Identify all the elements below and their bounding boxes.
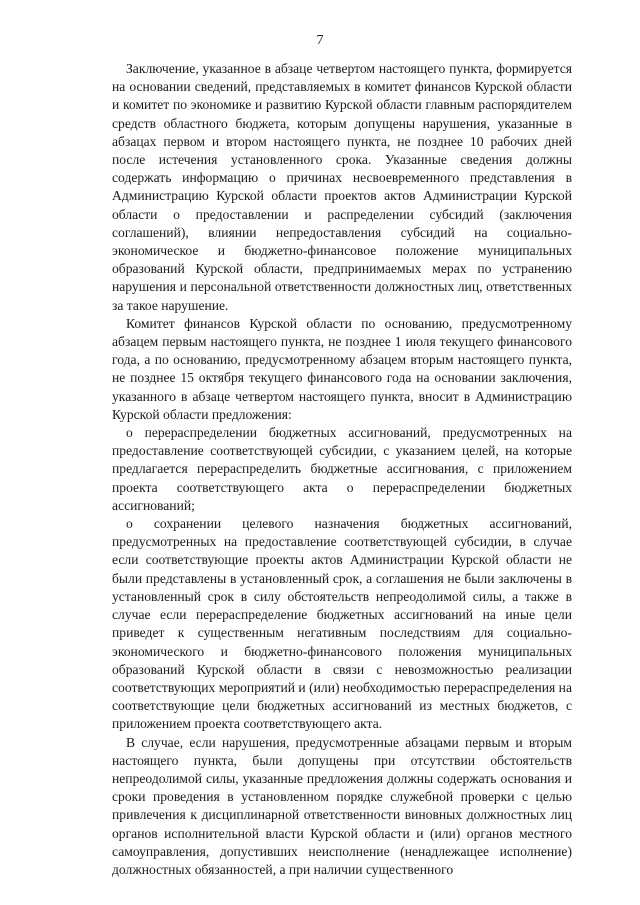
paragraph-preservation-option: о сохранении целевого назначения бюджетных ассигнований, предусмотренных на предоставление соответствующей субсидии, в случае если соответствующие проекты актов Администрации Курской области не были представлены в установленный срок, а соглашения не были заключены в установленный срок в силу обстоятельств непреодолимой силы, а также в случае если перераспределение бюджетных ассигнований на иные цели приведет к существенным негативным последствиям для социально-экономического и бюджетно-финансового положения муниципальных образований Курской области в связи с невозможностью реализации соответствующих мероприятий и (или) необходимостью перераспределения на соответствующие цели бюджетных ассигнований из местных бюджетов, с приложением проекта соответствующего акта. [112,516,572,732]
paragraph-conclusion-basis: Заключение, указанное в абзаце четвертом настоящего пункта, формируется на основании сведений, представляемых в комитет финансов Курской области и комитет по экономике и развитию Курской области главным распорядителем средств областного бюджета, которым допущены нарушения, указанные в абзацах первом и втором настоящего пункта, не позднее 10 рабочих дней после истечения установленного срока. Указанные сведения должны содержать информацию о причинах несвоевременного представления в Администрацию Курской области проектов актов Администрации Курской области о предоставлении и распределении субсидий (заключения соглашений), влиянии непредоставления субсидий на социально-экономическое и бюджетно-финансовое положение муниципальных образований Курской области, предпринимаемых мерах по устранению нарушения и персональной ответственности должностных лиц, ответственных за такое нарушение. [112,61,572,313]
document-body [112,60,572,879]
paragraph-violations-inspection: В случае, если нарушения, предусмотренные абзацами первым и вторым настоящего пункта, были допущены при отсутствии обстоятельств непреодолимой силы, указанные предложения должны содержать основания и сроки проведения в установленном порядке служебной проверки с целью привлечения к дисциплинарной ответственности виновных должностных лиц органов исполнительной власти Курской области и (или) органов местного самоуправления, допустивших неисполнение (ненадлежащее исполнение) должностных обязанностей, а при наличии существенного [112,734,572,877]
page-number: 7 [316,33,324,48]
paragraph-finance-committee-proposals: Комитет финансов Курской области по основанию, предусмотренному абзацем первым настоящего пункта, не позднее 1 июля текущего финансового года, а по основанию, предусмотренному абзацем вторым настоящего пункта, не позднее 15 октября текущего финансового года на основании заключения, указанного в абзаце четвертом настоящего пункта, вносит в Администрацию Курской области предложения: [112,315,572,422]
paragraph-redistribution-option: о перераспределении бюджетных ассигнований, предусмотренных на предоставление соответствующей субсидии, с указанием целей, на которые предлагается перераспределить бюджетные ассигнования, с приложением проекта соответствующего акта о перераспределении бюджетных ассигнований; [112,425,572,513]
